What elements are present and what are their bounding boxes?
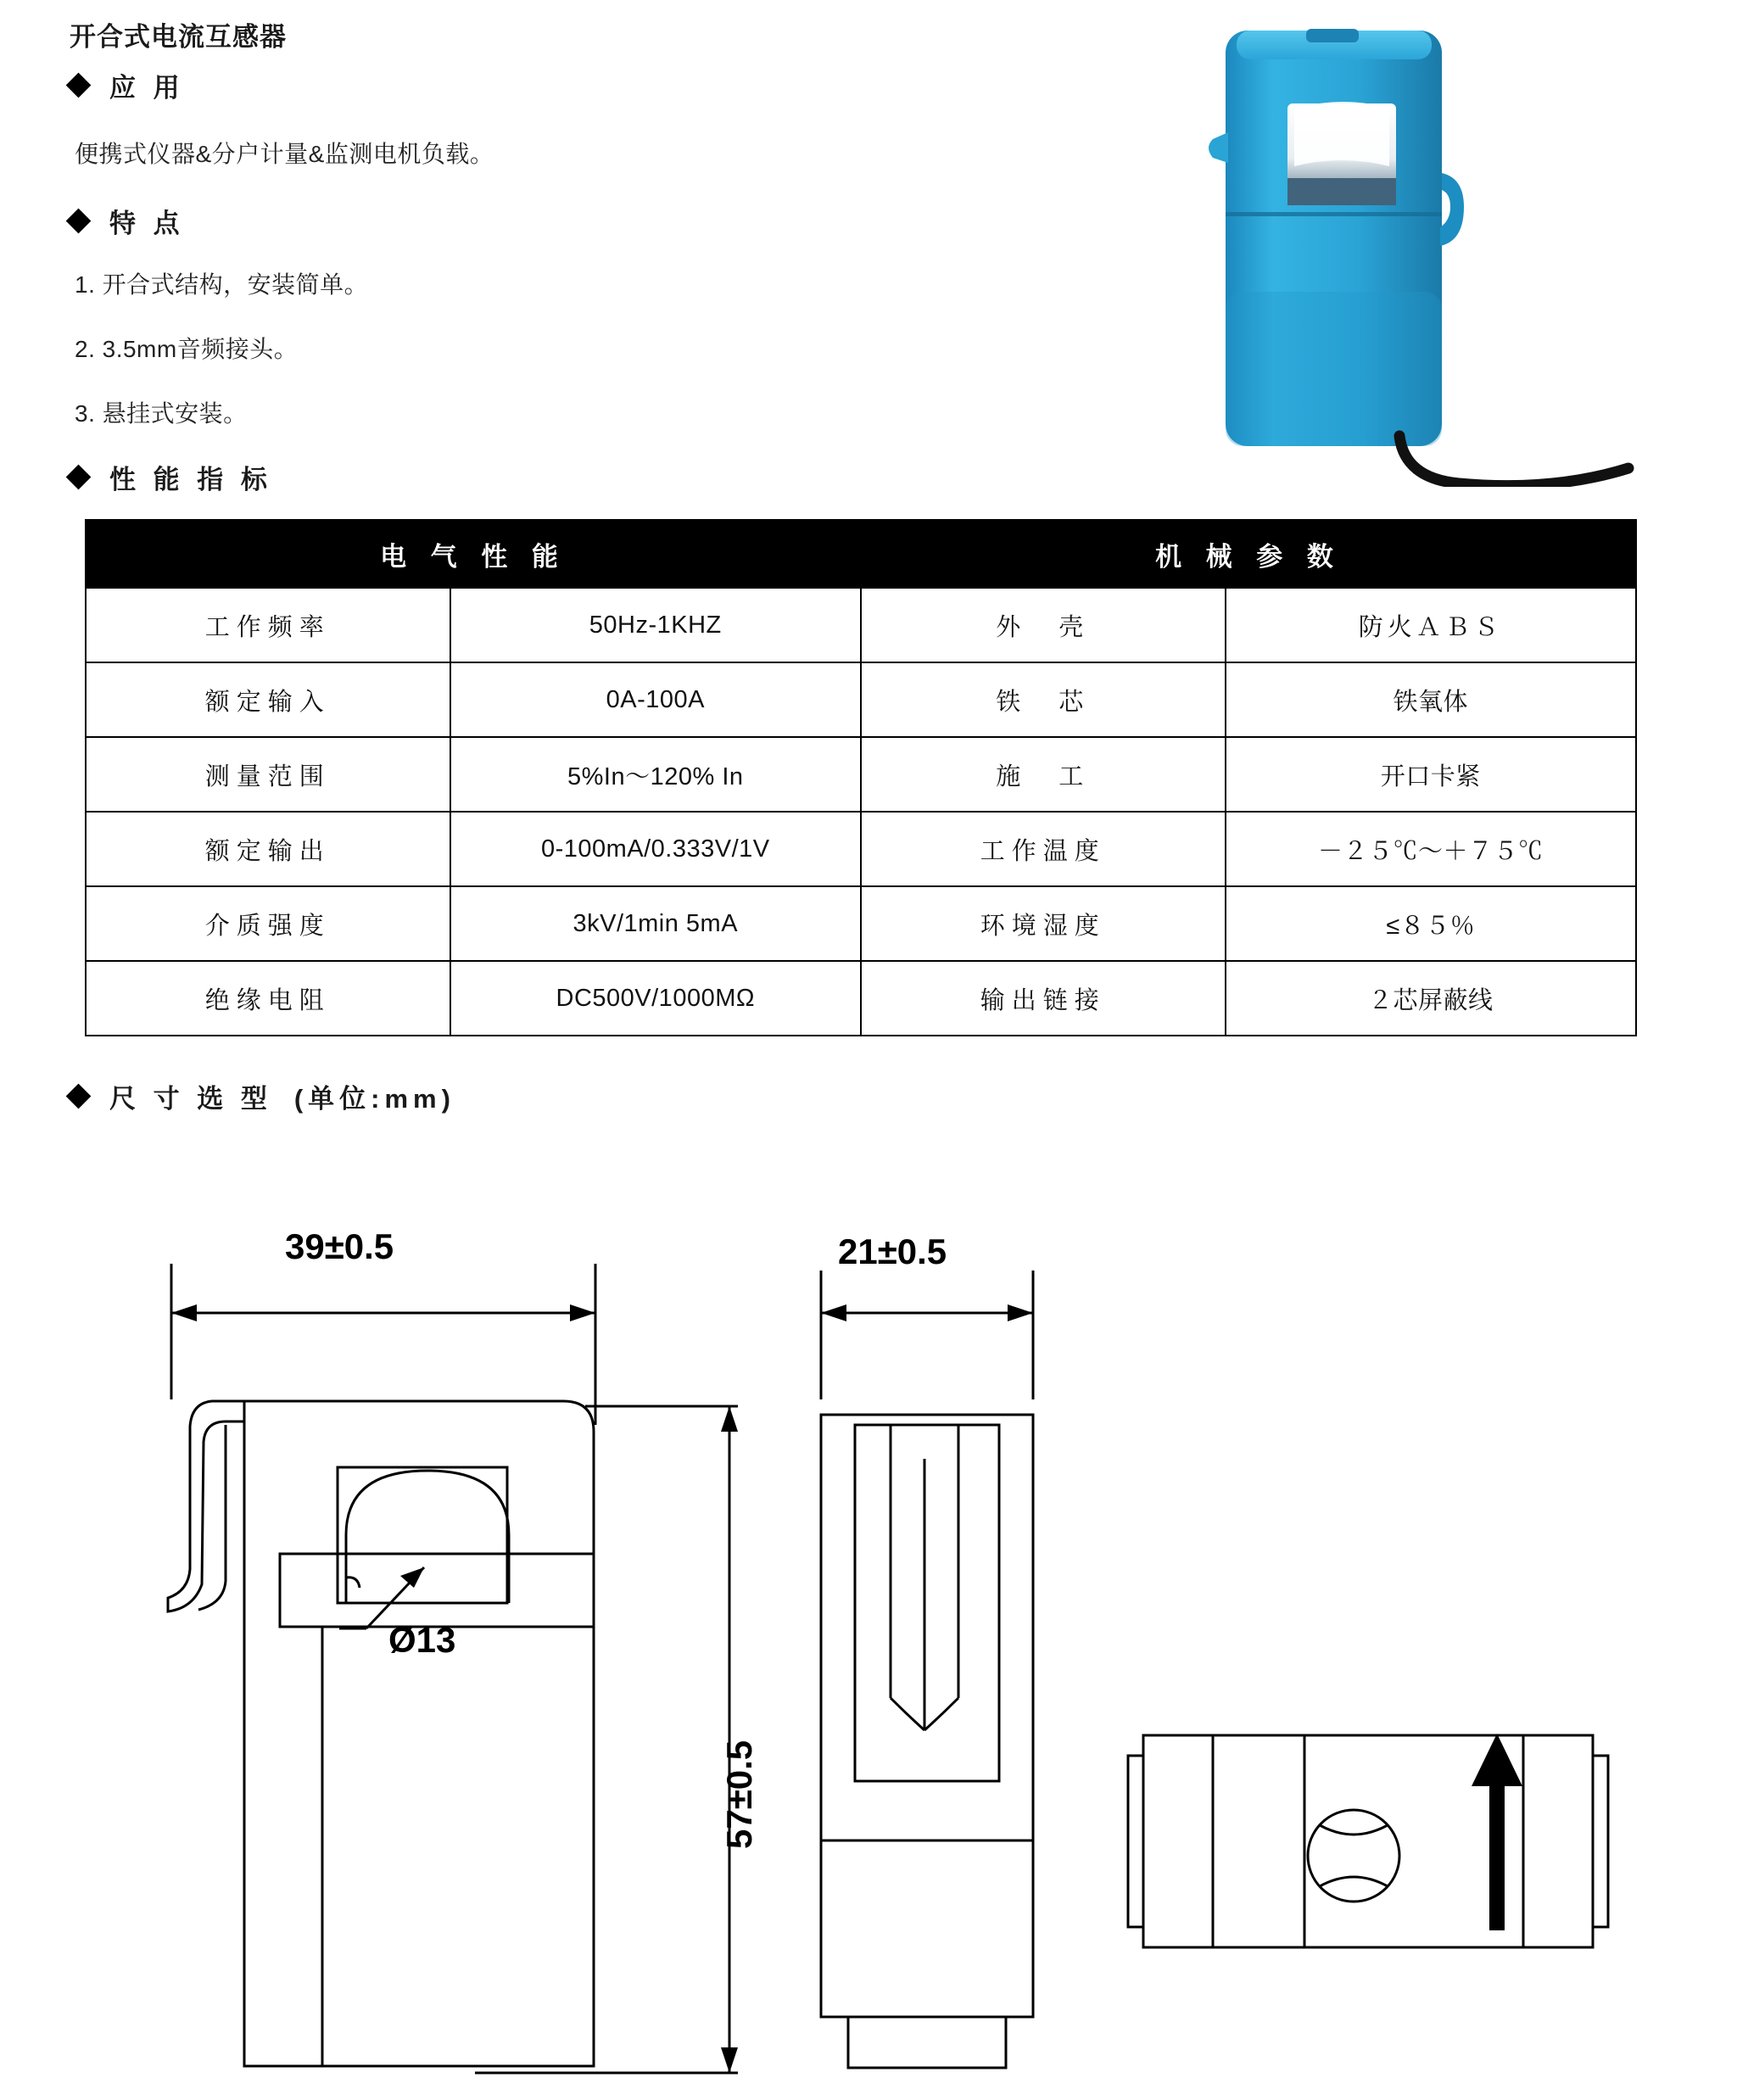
table-header-electrical: 电 气 性 能 xyxy=(86,520,861,588)
cell-mech-value: 铁氧体 xyxy=(1226,662,1636,737)
table-row xyxy=(86,812,1636,886)
diamond-bullet-icon xyxy=(66,1084,92,1109)
table-row xyxy=(86,737,1636,812)
page-title: 开合式电流互感器 xyxy=(70,22,287,52)
cell-elec-label: 工作频率 xyxy=(86,588,450,662)
feature-item-1: 1. 开合式结构，安装简单。 xyxy=(75,271,369,298)
table-header-row xyxy=(86,520,1636,588)
section-heading-features xyxy=(70,202,185,240)
diamond-bullet-icon xyxy=(66,73,92,98)
dimension-hole-label: Ø13 xyxy=(388,1620,456,1660)
section-heading-performance xyxy=(70,458,272,496)
cell-mech-value: －２５℃～＋７５℃ xyxy=(1226,812,1636,886)
cell-elec-value: 3kV/1min 5mA xyxy=(450,886,861,961)
cell-mech-value: ２芯屏蔽线 xyxy=(1226,961,1636,1036)
product-photo xyxy=(1187,12,1637,487)
section-title-dimensions: 尺 寸 选 型 xyxy=(109,1084,272,1114)
table-row xyxy=(86,961,1636,1036)
cell-elec-value: 0-100mA/0.333V/1V xyxy=(450,812,861,886)
section-heading-dimensions xyxy=(70,1077,455,1115)
cell-elec-value: 0A-100A xyxy=(450,662,861,737)
feature-item-3: 3. 悬挂式安装。 xyxy=(75,400,248,427)
diamond-bullet-icon xyxy=(66,465,92,490)
application-body: 便携式仪器&分户计量&监测电机负载。 xyxy=(75,141,494,167)
dimension-height-label: 57±0.5 xyxy=(719,1740,759,1849)
cell-mech-label: 施 工 xyxy=(861,737,1226,812)
table-row xyxy=(86,588,1636,662)
cell-mech-label: 外 壳 xyxy=(861,588,1226,662)
section-heading-application xyxy=(70,66,185,104)
table-row xyxy=(86,886,1636,961)
section-title-performance: 性 能 指 标 xyxy=(109,465,272,494)
feature-item-2: 2. 3.5mm音频接头。 xyxy=(75,336,299,362)
diamond-bullet-icon xyxy=(66,209,92,234)
cell-elec-label: 额定输出 xyxy=(86,812,450,886)
dimension-drawings xyxy=(0,1170,1737,2095)
section-title-application: 应 用 xyxy=(109,73,185,103)
cell-mech-label: 工作温度 xyxy=(861,812,1226,886)
cell-elec-value: DC500V/1000MΩ xyxy=(450,961,861,1036)
cell-elec-label: 绝缘电阻 xyxy=(86,961,450,1036)
dimension-unit-note: (单位:mm) xyxy=(293,1084,455,1114)
cell-mech-label: 环境湿度 xyxy=(861,886,1226,961)
cell-mech-value: 防火ＡＢＳ xyxy=(1226,588,1636,662)
cell-elec-label: 额定输入 xyxy=(86,662,450,737)
cell-mech-value: ≤８５％ xyxy=(1226,886,1636,961)
cell-mech-label: 铁 芯 xyxy=(861,662,1226,737)
cell-mech-label: 输出链接 xyxy=(861,961,1226,1036)
cell-elec-value: 50Hz-1KHZ xyxy=(450,588,861,662)
table-row xyxy=(86,662,1636,737)
spec-table xyxy=(85,519,1637,1036)
table-header-mechanical: 机 械 参 数 xyxy=(861,520,1636,588)
dimension-depth-label: 21±0.5 xyxy=(838,1232,947,1271)
dimension-width-label: 39±0.5 xyxy=(285,1226,394,1266)
cell-elec-label: 测量范围 xyxy=(86,737,450,812)
cell-mech-value: 开口卡紧 xyxy=(1226,737,1636,812)
cell-elec-value: 5%In～120% In xyxy=(450,737,861,812)
cell-elec-label: 介质强度 xyxy=(86,886,450,961)
section-title-features: 特 点 xyxy=(109,209,185,238)
